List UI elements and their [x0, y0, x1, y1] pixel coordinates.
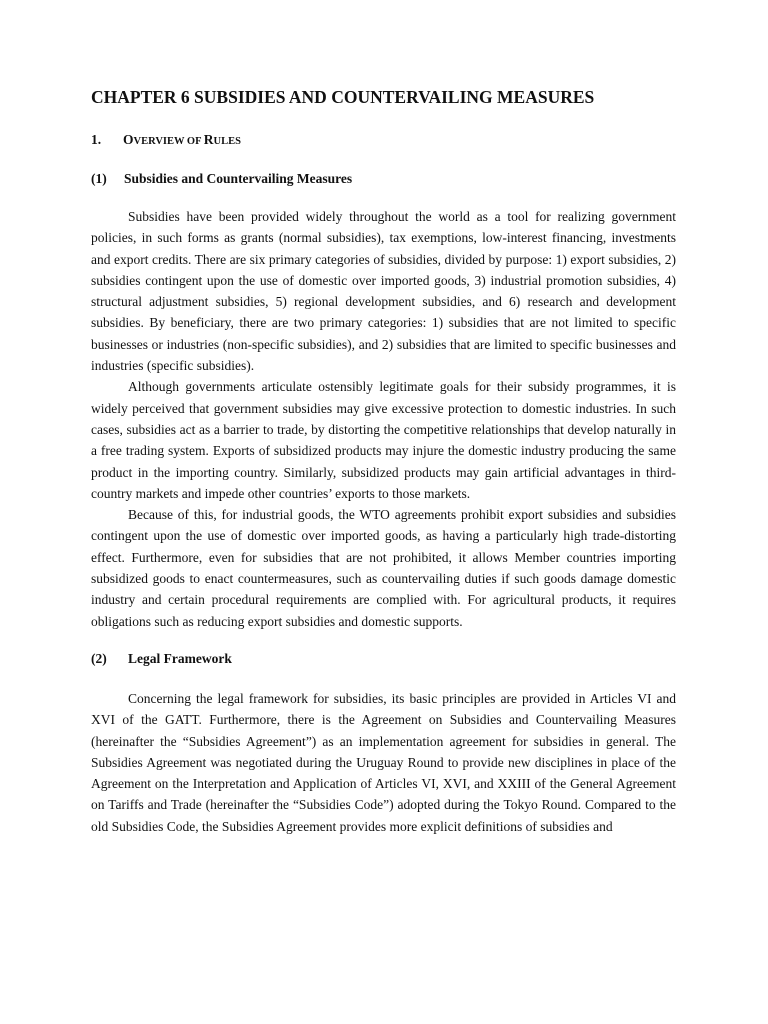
paragraph: Subsidies have been provided widely throughout the world as a tool for realizing government policies, in such forms as grants (normal subsidies), tax exemptions, low-interest financing, investments and export credits. There are six primary categories of subsidies, divided by purpose: 1) export subsidies, 2) subsidies contingent upon the use of domestic over imported goods, 3) industrial promotion subsidies, 4) structural adjustment subsidies, 5) regional development subsidies, and 6) research and development subsidies. By beneficiary, there are two primary categories: 1) subsidies that are not limited to specific businesses or industries (non-specific subsidies), and 2) subsidies that are limited to specific businesses and industries (specific subsidies).: [91, 209, 676, 374]
section-title-R: R: [203, 132, 214, 147]
paragraph: Although governments articulate ostensibly legitimate goals for their subsidy programmes, it is widely perceived that government subsidies may give excessive protection to domestic industries. In such cases, subsidies act as a barrier to trade, by distorting the competitive relationships that develop naturally in a free trading system. Exports of subsidized products may injure the domestic industry producing the same product in the importing country. Similarly, subsidized products may gain artificial advantages in third-country markets and impede other countries’ exports to those markets.: [91, 379, 676, 501]
section-title-verview: VERVIEW OF: [133, 136, 204, 147]
subsection-number: (2): [91, 650, 107, 666]
section-number: 1.: [91, 132, 102, 147]
paragraph: Because of this, for industrial goods, the WTO agreements prohibit export subsidies and subsidies contingent upon the use of domestic over imported goods, as having a particularly high trade-distorting effect. Furthermore, even for subsidies that are not prohibited, it allows Member countries importing subsidized goods to enact countermeasures, such as countervailing duties if such goods damage domestic industry and certain procedural requirements are complied with. For agricultural products, it requires obligations such as reducing export subsidies and domestic supports.: [91, 507, 676, 629]
subsection-heading-subsidies: [91, 169, 676, 189]
document-page: [91, 82, 676, 837]
subsection-title: Legal Framework: [128, 650, 232, 666]
subsection-title: Subsidies and Countervailing Measures: [124, 171, 353, 186]
section-title-ules: ULES: [213, 136, 241, 147]
subsection-number: (1): [91, 171, 107, 186]
section-heading-overview: [91, 130, 676, 152]
paragraph: Concerning the legal framework for subsidies, its basic principles are provided in Articles VI and XVI of the GATT. Furthermore, there is the Agreement on Subsidies and Countervailing Measures (hereinafter the “Subsidies Agreement”) as an implementation agreement for subsidies in general. The Subsidies Agreement was negotiated during the Uruguay Round to provide new disciplines in place of the Agreement on the Interpretation and Application of Articles VI, XVI, and XXIII of the General Agreement on Tariffs and Trade (hereinafter the “Subsidies Code”) adopted during the Tokyo Round. Compared to the old Subsidies Code, the Subsidies Agreement provides more explicit definitions of subsidies and: [91, 690, 676, 834]
chapter-title: CHAPTER 6 SUBSIDIES AND COUNTERVAILING MEASURES: [91, 87, 595, 107]
section-title-O: O: [123, 132, 134, 147]
subsection-heading-legal-framework: [91, 649, 676, 669]
